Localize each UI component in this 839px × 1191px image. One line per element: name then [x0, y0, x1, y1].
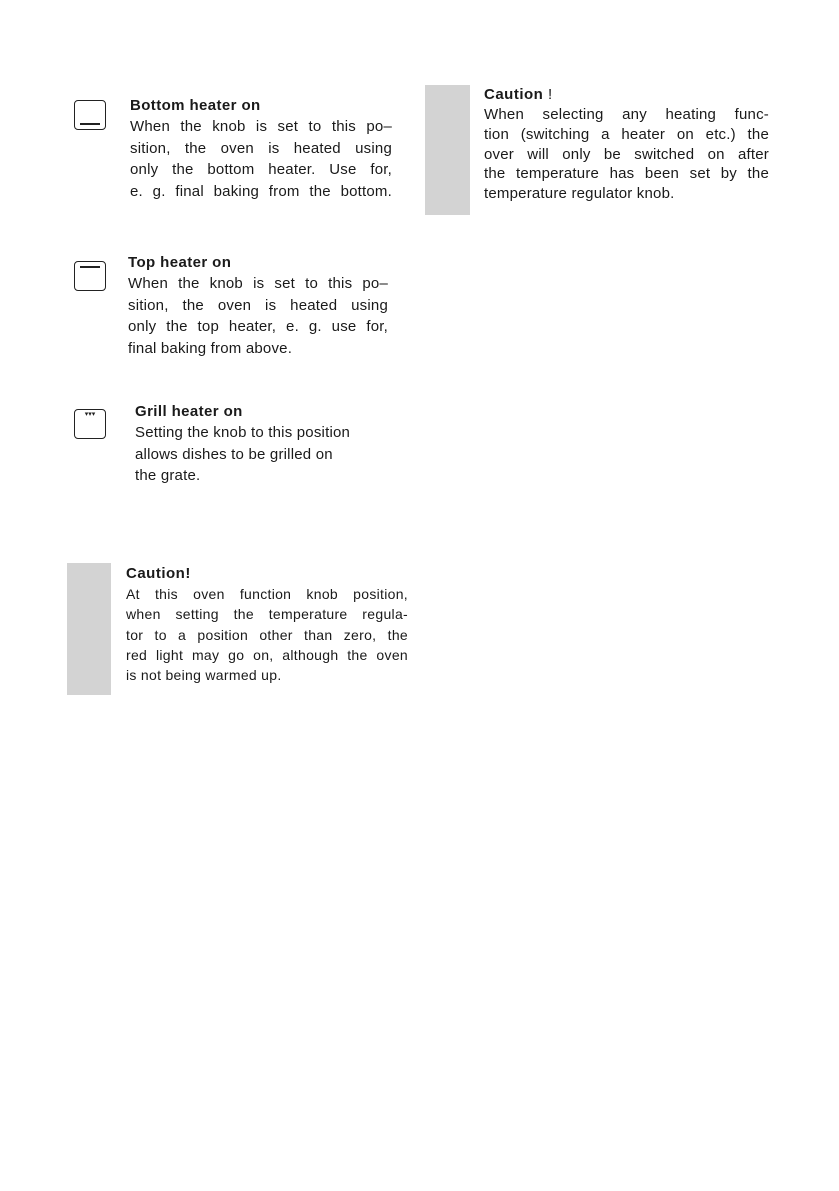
top-heater-line: When the knob is set to this po– [128, 275, 388, 292]
grill-heater-line: allows dishes to be grilled on [135, 445, 333, 463]
caution-line: when setting the temperature regula- [126, 606, 408, 623]
caution-title-word: Caution [484, 86, 544, 103]
top-heater-line: final baking from above. [128, 339, 293, 357]
caution-title [484, 85, 769, 105]
bottom-heater-line: e. g. final baking from the bottom. [130, 182, 392, 200]
grill-heater-section [135, 402, 385, 487]
caution-line: At this oven function knob position, [126, 586, 408, 602]
bottom-heater-line: When the knob is set to this po– [130, 118, 392, 135]
grill-icon [74, 409, 106, 439]
bottom-heater-icon [74, 100, 106, 130]
bottom-heater-section [130, 96, 392, 202]
caution-line: When selecting any heating func- [484, 106, 769, 123]
caution-line: is not being warmed up. [126, 667, 282, 684]
caution-line: the temperature has been set by the [484, 165, 769, 183]
caution-line: tion (switching a heater on etc.) the [484, 125, 769, 143]
grill-heater-title: Grill heater on [135, 403, 243, 420]
caution-line: temperature regulator knob. [484, 185, 675, 203]
bottom-heater-title: Bottom heater on [130, 97, 261, 114]
top-heater-line: sition, the oven is heated using [128, 296, 388, 314]
bottom-heater-line: only the bottom heater. Use for, [130, 161, 392, 178]
caution-section-left [126, 564, 408, 685]
caution-title-mark: ! [543, 86, 553, 103]
caution-title: Caution! [126, 565, 191, 582]
grill-element-icon: ▾▾▾ [84, 410, 96, 418]
caution-line: red light may go on, although the oven [126, 646, 408, 663]
top-heater-section [128, 253, 388, 359]
caution-line: tor to a position other than zero, the [126, 626, 408, 643]
grill-heater-line: the grate. [135, 467, 201, 484]
top-heater-icon [74, 261, 106, 291]
caution-section-right [484, 85, 769, 204]
grill-heater-line: Setting the knob to this position [135, 424, 351, 441]
caution-shade-left [67, 563, 111, 695]
top-heater-title: Top heater on [128, 254, 232, 271]
caution-shade-right [425, 85, 470, 215]
bottom-heater-line: sition, the oven is heated using [130, 139, 392, 157]
top-heater-line: only the top heater, e. g. use for, [128, 318, 388, 335]
caution-line: over will only be switched on after [484, 145, 769, 163]
